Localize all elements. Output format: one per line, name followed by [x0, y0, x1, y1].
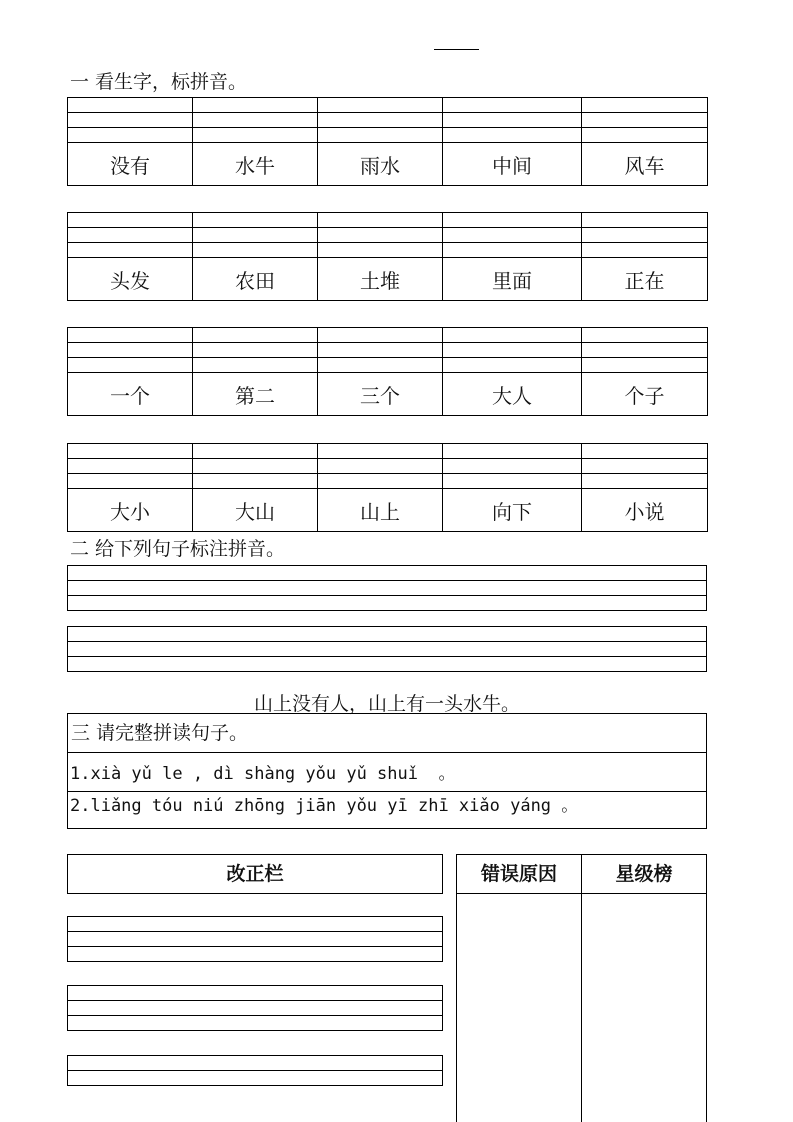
pinyin-cell[interactable]: [582, 213, 708, 228]
pinyin-cell[interactable]: [68, 243, 193, 258]
word-cell: 里面: [443, 258, 582, 301]
pinyin-cell[interactable]: [318, 213, 443, 228]
word-cell: 大山: [193, 489, 318, 532]
pinyin-cell[interactable]: [68, 474, 193, 489]
pinyin-cell[interactable]: [443, 243, 582, 258]
pinyin-cell[interactable]: [443, 444, 582, 459]
pinyin-cell[interactable]: [318, 328, 443, 343]
correction-title: 改正栏: [67, 854, 443, 894]
pinyin-cell[interactable]: [193, 98, 318, 113]
sentence-text: 山上没有人，山上有一头水牛。: [253, 693, 520, 715]
word-cell: 第二: [193, 373, 318, 416]
pinyin-grid-3: [67, 327, 708, 416]
pinyin-cell[interactable]: [318, 98, 443, 113]
name-underline: [434, 49, 479, 50]
pinyin-lines-2[interactable]: [67, 626, 707, 672]
pinyin-grid-1: [67, 97, 708, 186]
pinyin-cell[interactable]: [582, 328, 708, 343]
word-cell: 水牛: [193, 143, 318, 186]
pinyin-cell[interactable]: [582, 459, 708, 474]
word-cell: 没有: [68, 143, 193, 186]
pinyin-cell[interactable]: [68, 358, 193, 373]
section2-title: 二 给下列句子标注拼音。: [70, 538, 286, 560]
word-cell: 头发: [68, 258, 193, 301]
pinyin-cell[interactable]: [318, 228, 443, 243]
pinyin-sentence-1: 1.xià yǔ le , dì shàng yǒu yǔ shuǐ 。: [68, 753, 706, 792]
word-cell: 中间: [443, 143, 582, 186]
pinyin-cell[interactable]: [193, 228, 318, 243]
pinyin-cell[interactable]: [443, 459, 582, 474]
word-cell: 一个: [68, 373, 193, 416]
word-cell: 山上: [318, 489, 443, 532]
pinyin-cell[interactable]: [443, 474, 582, 489]
pinyin-cell[interactable]: [193, 213, 318, 228]
word-cell: 雨水: [318, 143, 443, 186]
pinyin-cell[interactable]: [318, 113, 443, 128]
pinyin-cell[interactable]: [193, 459, 318, 474]
pinyin-cell[interactable]: [68, 444, 193, 459]
pinyin-cell[interactable]: [68, 459, 193, 474]
word-cell: 大人: [443, 373, 582, 416]
pinyin-cell[interactable]: [318, 128, 443, 143]
pinyin-cell[interactable]: [193, 444, 318, 459]
pinyin-cell[interactable]: [443, 358, 582, 373]
pinyin-cell[interactable]: [318, 343, 443, 358]
pinyin-cell[interactable]: [318, 358, 443, 373]
pinyin-cell[interactable]: [582, 113, 708, 128]
pinyin-grid-2: [67, 212, 708, 301]
review-table: [456, 854, 706, 1122]
pinyin-cell[interactable]: [582, 444, 708, 459]
pinyin-cell[interactable]: [68, 328, 193, 343]
word-cell: 大小: [68, 489, 193, 532]
pinyin-cell[interactable]: [582, 228, 708, 243]
pinyin-cell[interactable]: [443, 128, 582, 143]
error-reason-column[interactable]: [456, 854, 581, 1122]
word-cell: 农田: [193, 258, 318, 301]
pinyin-cell[interactable]: [318, 459, 443, 474]
pinyin-cell[interactable]: [193, 128, 318, 143]
section3-box: [67, 713, 707, 829]
pinyin-cell[interactable]: [68, 213, 193, 228]
pinyin-cell[interactable]: [68, 228, 193, 243]
star-rating-column[interactable]: [581, 854, 707, 1122]
pinyin-cell[interactable]: [582, 98, 708, 113]
word-cell: 向下: [443, 489, 582, 532]
pinyin-lines-1[interactable]: [67, 565, 707, 611]
correction-lines-2[interactable]: [67, 985, 443, 1031]
correction-lines-3[interactable]: [67, 1055, 443, 1086]
pinyin-cell[interactable]: [193, 358, 318, 373]
pinyin-cell[interactable]: [582, 243, 708, 258]
pinyin-cell[interactable]: [68, 113, 193, 128]
pinyin-cell[interactable]: [193, 243, 318, 258]
pinyin-cell[interactable]: [318, 444, 443, 459]
star-rating-header: 星级榜: [582, 854, 706, 894]
word-cell: 风车: [582, 143, 708, 186]
pinyin-cell[interactable]: [193, 474, 318, 489]
pinyin-cell[interactable]: [443, 328, 582, 343]
pinyin-sentence-2: 2.liǎng tóu niú zhōng jiān yǒu yī zhī xiǎo yáng 。: [70, 796, 579, 816]
pinyin-cell[interactable]: [68, 128, 193, 143]
pinyin-cell[interactable]: [318, 474, 443, 489]
pinyin-cell[interactable]: [582, 128, 708, 143]
pinyin-cell[interactable]: [443, 98, 582, 113]
word-cell: 正在: [582, 258, 708, 301]
pinyin-cell[interactable]: [582, 474, 708, 489]
pinyin-cell[interactable]: [68, 98, 193, 113]
word-cell: 个子: [582, 373, 708, 416]
section1-title: 一 看生字，标拼音。: [70, 71, 248, 93]
word-cell: 小说: [582, 489, 708, 532]
pinyin-cell[interactable]: [193, 113, 318, 128]
pinyin-cell[interactable]: [193, 328, 318, 343]
pinyin-cell[interactable]: [193, 343, 318, 358]
pinyin-grid-4: [67, 443, 708, 532]
pinyin-cell[interactable]: [443, 228, 582, 243]
pinyin-cell[interactable]: [443, 213, 582, 228]
word-cell: 三个: [318, 373, 443, 416]
pinyin-cell[interactable]: [318, 243, 443, 258]
pinyin-cell[interactable]: [443, 113, 582, 128]
pinyin-cell[interactable]: [68, 343, 193, 358]
error-reason-header: 错误原因: [457, 854, 581, 894]
section3-title: 三 请完整拼读句子。: [68, 714, 706, 753]
pinyin-cell[interactable]: [582, 358, 708, 373]
correction-lines-1[interactable]: [67, 916, 443, 962]
pinyin-cell[interactable]: [443, 343, 582, 358]
pinyin-cell[interactable]: [582, 343, 708, 358]
word-cell: 土堆: [318, 258, 443, 301]
